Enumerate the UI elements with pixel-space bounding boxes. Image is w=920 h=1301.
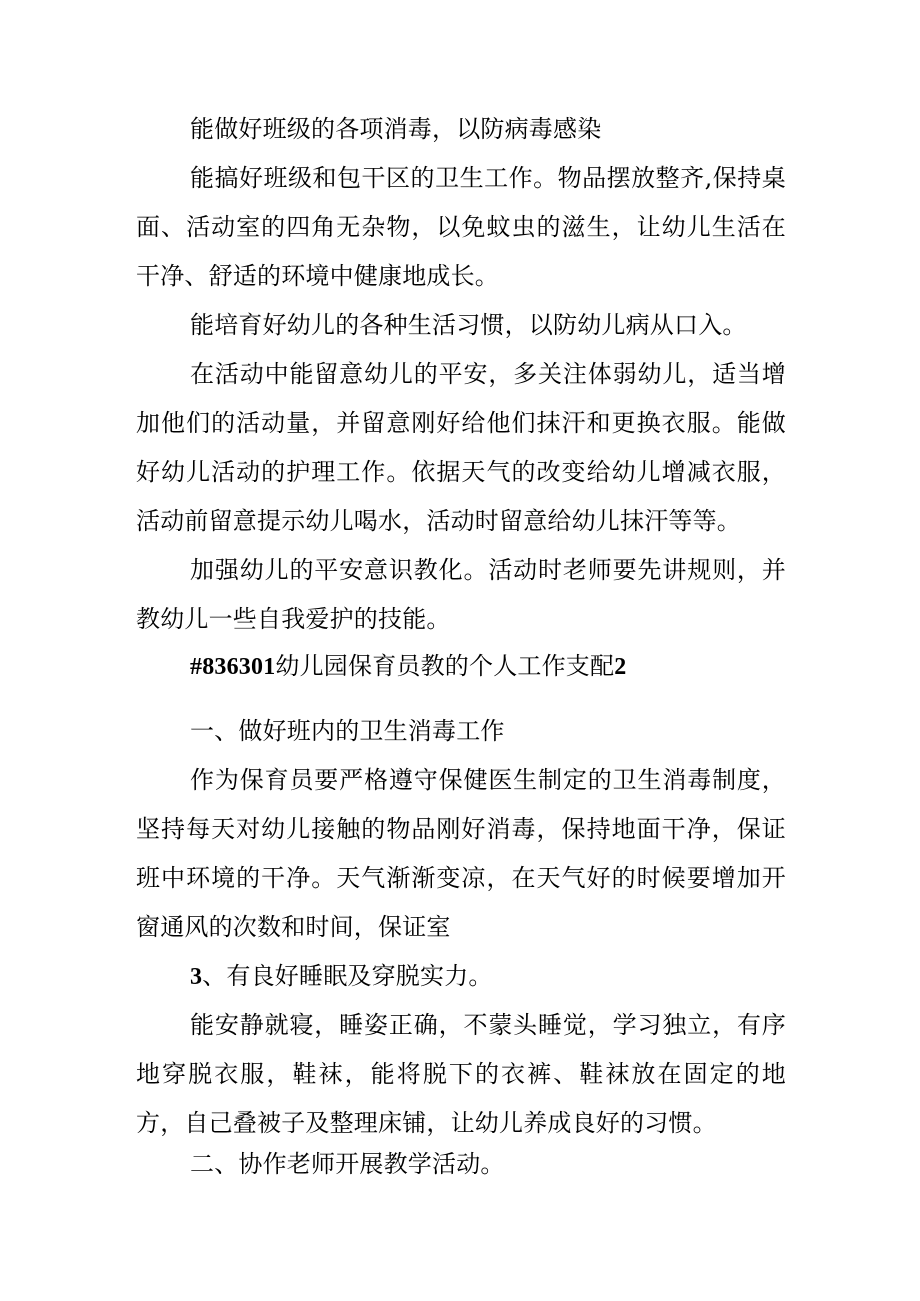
paragraph-disinfection: 能做好班级的各项消毒，以防病毒感染 (190, 115, 602, 143)
item3-body: 能安静就寝，睡姿正确，不蒙头睡觉，学习独立，有序地穿脱衣服，鞋袜，能将脱下的衣裤、鞋袜放在固定的地方，自己叠被子及整理床铺，让幼儿养成良好的习惯。 (136, 1011, 786, 1137)
item3-number: 3 (190, 964, 203, 990)
item3-text: 、有良好睡眠及穿脱实力。 (202, 962, 493, 990)
document-heading (136, 642, 786, 692)
section1-title: 一、做好班内的卫生消毒工作 (190, 717, 505, 745)
section2-title: 二、协作老师开展教学活动。 (190, 1150, 505, 1178)
heading-title: 幼儿园保育员教的个人工作支配 (275, 652, 615, 680)
heading-suffix: 2 (614, 654, 627, 680)
item3-title (136, 952, 786, 1002)
section1-body: 作为保育员要严格遵守保健医生制定的卫生消毒制度，坚持每天对幼儿接触的物品刚好消毒，保持地面干净，保证班中环境的干净。天气渐渐变凉，在天气好的时候要增加开窗通风的次数和时间，保证室 (136, 766, 786, 941)
paragraph-safety-education: 加强幼儿的平安意识教化。活动时老师要先讲规则，并教幼儿一些自我爱护的技能。 (136, 556, 786, 633)
paragraph-hygiene: 能搞好班级和包干区的卫生工作。物品摆放整齐,保持桌面、活动室的四角无杂物，以免蚊虫的滋生，让幼儿生活在干净、舒适的环境中健康地成长。 (136, 164, 786, 290)
heading-prefix: #836301 (190, 654, 276, 680)
paragraph-activity-safety: 在活动中能留意幼儿的平安，多关注体弱幼儿，适当增加他们的活动量，并留意刚好给他们抹汗和更换衣服。能做好幼儿活动的护理工作。依据天气的改变给幼儿增减衣服，活动前留意提示幼儿喝水，活动时留意给幼儿抹汗等等。 (136, 360, 786, 535)
paragraph-habits: 能培育好幼儿的各种生活习惯，以防幼儿病从口入。 (190, 311, 747, 339)
